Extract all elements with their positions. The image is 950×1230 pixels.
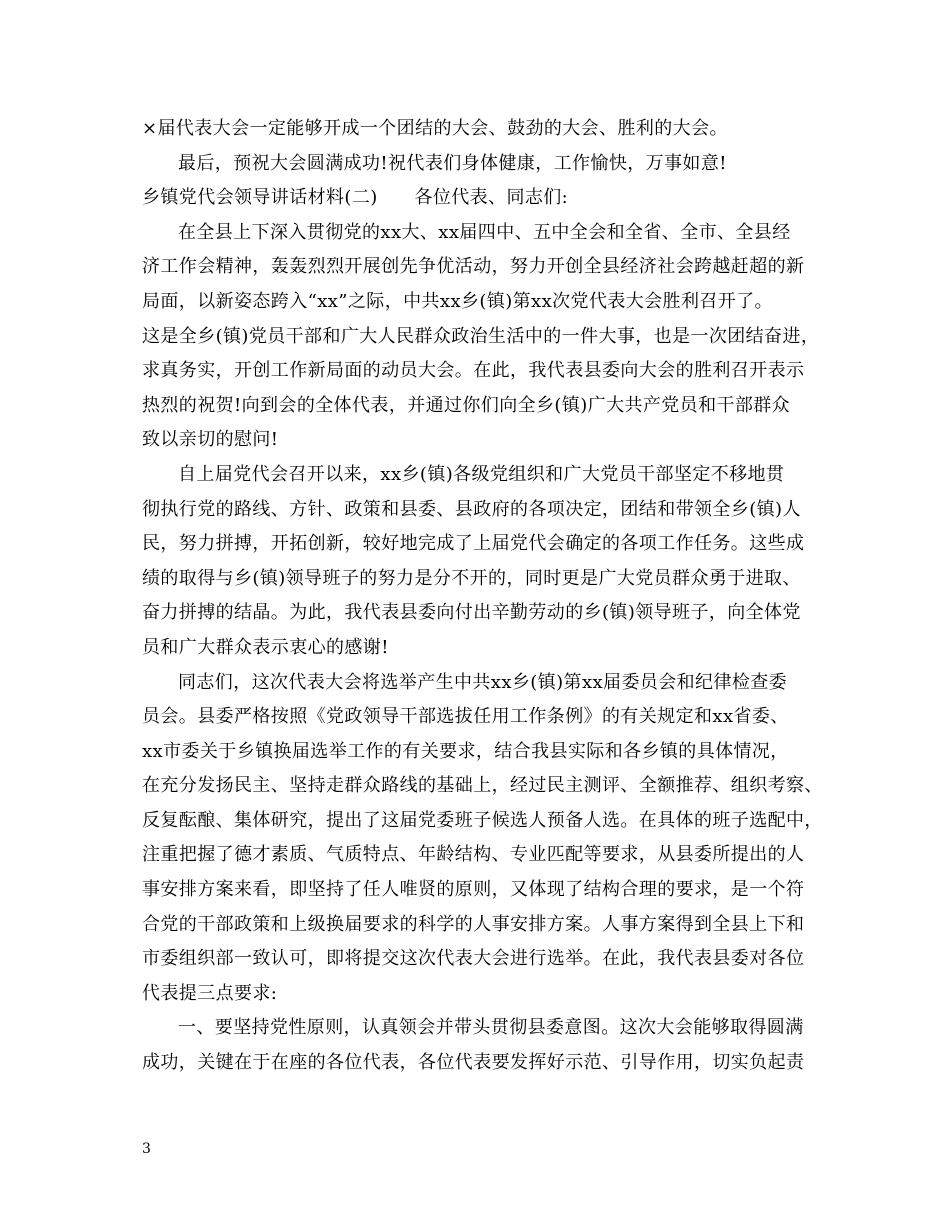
text-line: 致以亲切的慰问!: [142, 429, 279, 451]
text-line: 一、要坚持党性原则，认真领会并带头贯彻县委意图。这次大会能够取得圆满: [178, 1017, 804, 1039]
text-line: 在全县上下深入贯彻党的xx大、xx届四中、五中全会和全省、全市、全县经: [178, 221, 791, 243]
text-line: 在充分发扬民主、坚持走群众路线的基础上，经过民主测评、全额推荐、组织考察、: [142, 775, 823, 797]
text-line: 员和广大群众表示衷心的感谢!: [142, 636, 389, 658]
text-line: 奋力拼搏的结晶。为此，我代表县委向付出辛勤劳动的乡(镇)领导班子，向全体党: [142, 602, 801, 624]
text-line: 民，努力拼搏，开拓创新，较好地完成了上届党代会确定的各项工作任务。这些成: [142, 533, 805, 555]
text-line: 同志们，这次代表大会将选举产生中共xx乡(镇)第xx届委员会和纪律检查委: [178, 671, 788, 693]
text-line: 代表提三点要求:: [142, 982, 278, 1004]
document-body: [142, 112, 824, 1081]
text-line: 彻执行党的路线、方针、政策和县委、县政府的各项决定，团结和带领全乡(镇)人: [142, 498, 801, 520]
text-line: 员会。县委严格按照《党政领导干部选拔任用工作条例》的有关规定和xx省委、: [142, 706, 789, 728]
text-line: 这是全乡(镇)党员干部和广大人民群众政治生活中的一件大事，也是一次团结奋进，: [142, 325, 820, 347]
text-line: 自上届党代会召开以来，xx乡(镇)各级党组织和广大党员干部坚定不移地贯: [178, 463, 785, 485]
section-heading-line: 乡镇党代会领导讲话材料(二) 各位代表、同志们:: [142, 187, 569, 209]
text-line: 注重把握了德才素质、气质特点、年龄结构、专业匹配等要求，从县委所提出的人: [142, 844, 805, 866]
text-line: ×届代表大会一定能够开成一个团结的大会、鼓劲的大会、胜利的大会。: [142, 118, 728, 139]
text-line: 热烈的祝贺!向到会的全体代表，并通过你们向全乡(镇)广大共产党员和干部群众: [142, 394, 791, 416]
text-line: 合党的干部政策和上级换届要求的科学的人事安排方案。人事方案得到全县上下和: [142, 913, 805, 935]
text-line: 反复酝酿、集体研究，提出了这届党委班子候选人预备人选。在具体的班子选配中，: [142, 809, 823, 831]
text-line: 局面，以新姿态跨入“xx”之际，中共xx乡(镇)第xx次党代表大会胜利召开了。: [142, 290, 773, 312]
text-line: 绩的取得与乡(镇)领导班子的努力是分不开的，同时更是广大党员群众勇于进取、: [142, 567, 801, 589]
text-line: 求真务实，开创工作新局面的动员大会。在此，我代表县委向大会的胜利召开表示: [142, 360, 805, 382]
text-line: 市委组织部一致认可，即将提交这次代表大会进行选举。在此，我代表县委对各位: [142, 948, 805, 970]
text-line: 成功，关键在于在座的各位代表，各位代表要发挥好示范、引导作用，切实负起责: [142, 1052, 805, 1074]
page-number: 3: [142, 1141, 151, 1157]
text-line: 最后，预祝大会圆满成功!祝代表们身体健康，工作愉快，万事如意!: [178, 152, 727, 174]
text-line: xx市委关于乡镇换届选举工作的有关要求，结合我县实际和各乡镇的具体情况，: [142, 740, 789, 762]
text-line: 济工作会精神，轰轰烈烈开展创先争优活动，努力开创全县经济社会跨越赶超的新: [142, 256, 805, 278]
text-line: 事安排方案来看，即坚持了任人唯贤的原则，又体现了结构合理的要求，是一个符: [142, 879, 805, 901]
